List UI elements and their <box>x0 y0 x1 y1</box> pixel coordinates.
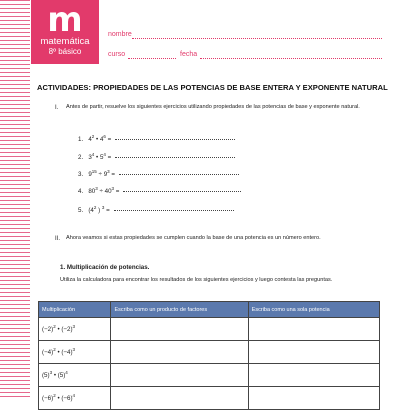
exercise-exponent: 4 <box>103 152 106 157</box>
name-field[interactable] <box>132 38 382 39</box>
exercise-base: 4 <box>99 136 104 144</box>
exercise-exponent: 3 <box>107 169 110 174</box>
section-2-number: II. <box>55 236 61 242</box>
single-power-answer-cell[interactable] <box>248 364 379 387</box>
section-1-number: I. <box>55 105 59 111</box>
exercise-number: 5. <box>78 207 84 215</box>
factor-exponent: 3 <box>72 324 76 330</box>
section-1-instruction: Antes de partir, resuelve los siguientes ejercicios utilizando propiedades de las potencias de base y exponente natural. <box>66 104 360 110</box>
date-field[interactable] <box>200 58 382 59</box>
operator: • <box>57 349 60 357</box>
exercise-exponent: 15 <box>91 169 97 174</box>
exercise-item <box>78 186 241 195</box>
table-row <box>39 318 380 341</box>
factor-exponent: 4 <box>72 393 76 399</box>
exercise-exponent: 2 <box>93 205 97 210</box>
exercise-equals: = <box>107 154 112 162</box>
single-power-answer-cell[interactable] <box>248 341 379 364</box>
operator: • <box>57 326 60 334</box>
single-power-answer-cell[interactable] <box>248 318 379 341</box>
product-answer-cell[interactable] <box>111 318 248 341</box>
exercise-number: 2. <box>78 154 84 162</box>
answer-line[interactable] <box>119 174 239 175</box>
exercise-number: 4. <box>78 188 84 196</box>
exercise-base: 9 <box>103 171 108 179</box>
factor-exponent: 2 <box>53 324 56 330</box>
logo-letter: m <box>47 0 83 40</box>
column-header-product: Escriba como un producto de factores <box>111 302 248 318</box>
exercise-item <box>78 205 234 214</box>
exercise-operator: • <box>96 136 99 144</box>
exercise-equals: = <box>107 136 112 144</box>
date-label: fecha <box>180 51 198 58</box>
multiplication-table <box>38 301 380 410</box>
exercise-number: 3. <box>78 171 84 179</box>
course-field[interactable] <box>128 58 176 59</box>
page-title: ACTIVIDADES: PROPIEDADES DE LAS POTENCIAS DE BASE ENTERA Y EXPONENTE NATURAL <box>37 83 388 92</box>
factor-exponent: 4 <box>65 370 68 376</box>
factor-exponent: 3 <box>72 347 76 353</box>
column-header-multiplication: Multiplicación <box>39 302 111 318</box>
name-label: nombre <box>108 31 132 38</box>
notebook-binding-decoration <box>0 0 30 400</box>
exercise-exponent: 6 <box>103 134 106 139</box>
exercise-equals: = <box>111 171 116 179</box>
exercise-exponent: 4 <box>91 152 95 157</box>
factor-exponent: 2 <box>53 347 56 353</box>
subsection-title: 1. Multiplicación de potencias. <box>60 264 150 271</box>
exercise-base: 40 <box>104 188 112 196</box>
multiplication-cell <box>39 364 111 387</box>
factor-base: (5) <box>57 372 66 380</box>
product-answer-cell[interactable] <box>111 387 248 410</box>
factor-base: (−6) <box>42 395 54 403</box>
exercise-base: 3 <box>88 154 92 162</box>
product-answer-cell[interactable] <box>111 341 248 364</box>
factor-base: (5) <box>42 372 50 380</box>
exercise-operator: ÷ <box>98 171 102 179</box>
operator: • <box>57 395 60 403</box>
answer-line[interactable] <box>115 157 235 158</box>
exercise-exponent: 3 <box>111 186 115 191</box>
answer-line[interactable] <box>115 139 235 140</box>
logo-subject: matemática <box>40 36 90 47</box>
answer-line[interactable] <box>123 191 241 192</box>
multiplication-cell <box>39 387 111 410</box>
exercise-base: 9 <box>88 171 92 179</box>
course-label: curso <box>108 51 126 58</box>
factor-base: (−2) <box>61 326 73 334</box>
exercise-exponent: 2 <box>91 134 95 139</box>
exercise-exponent: 3 <box>101 205 105 210</box>
factor-base: (−2) <box>42 326 54 334</box>
column-header-single-power: Escriba como una sola potencia <box>248 302 379 318</box>
brand-logo <box>31 0 99 64</box>
table-row <box>39 364 380 387</box>
factor-base: (−4) <box>42 349 54 357</box>
exercise-operator: • <box>96 154 99 162</box>
table-header-row <box>39 302 380 318</box>
exercise-base: 4 <box>88 136 92 144</box>
exercise-equals: = <box>106 207 110 215</box>
exercise-base: 5 <box>99 154 104 162</box>
exercise-item <box>78 134 235 143</box>
multiplication-cell <box>39 341 111 364</box>
factor-exponent: 3 <box>49 370 53 376</box>
product-answer-cell[interactable] <box>111 364 248 387</box>
table-row <box>39 387 380 410</box>
single-power-answer-cell[interactable] <box>248 387 379 410</box>
multiplication-cell <box>39 318 111 341</box>
subsection-instruction: Utiliza la calculadora para encontrar los resultados de los siguientes ejercicios y luego contesta las preguntas. <box>60 277 333 283</box>
table-row <box>39 341 380 364</box>
answer-line[interactable] <box>114 210 234 211</box>
factor-base: (−4) <box>61 349 73 357</box>
exercise-item <box>78 152 235 161</box>
exercise-operator: ) <box>98 207 101 215</box>
exercise-exponent: 3 <box>95 186 98 191</box>
factor-base: (−6) <box>61 395 73 403</box>
section-2-instruction: Ahora veamos si estas propiedades se cumplen cuando la base de una potencia es un número entero. <box>66 235 321 241</box>
exercise-equals: = <box>115 188 120 196</box>
operator: • <box>53 372 56 380</box>
exercise-base: (4 <box>88 207 94 215</box>
exercise-base: 80 <box>88 188 96 196</box>
exercise-number: 1. <box>78 136 84 144</box>
exercise-operator: ÷ <box>99 188 103 196</box>
logo-grade: 8º básico <box>48 47 82 56</box>
factor-exponent: 2 <box>53 393 56 399</box>
exercise-item <box>78 169 239 178</box>
